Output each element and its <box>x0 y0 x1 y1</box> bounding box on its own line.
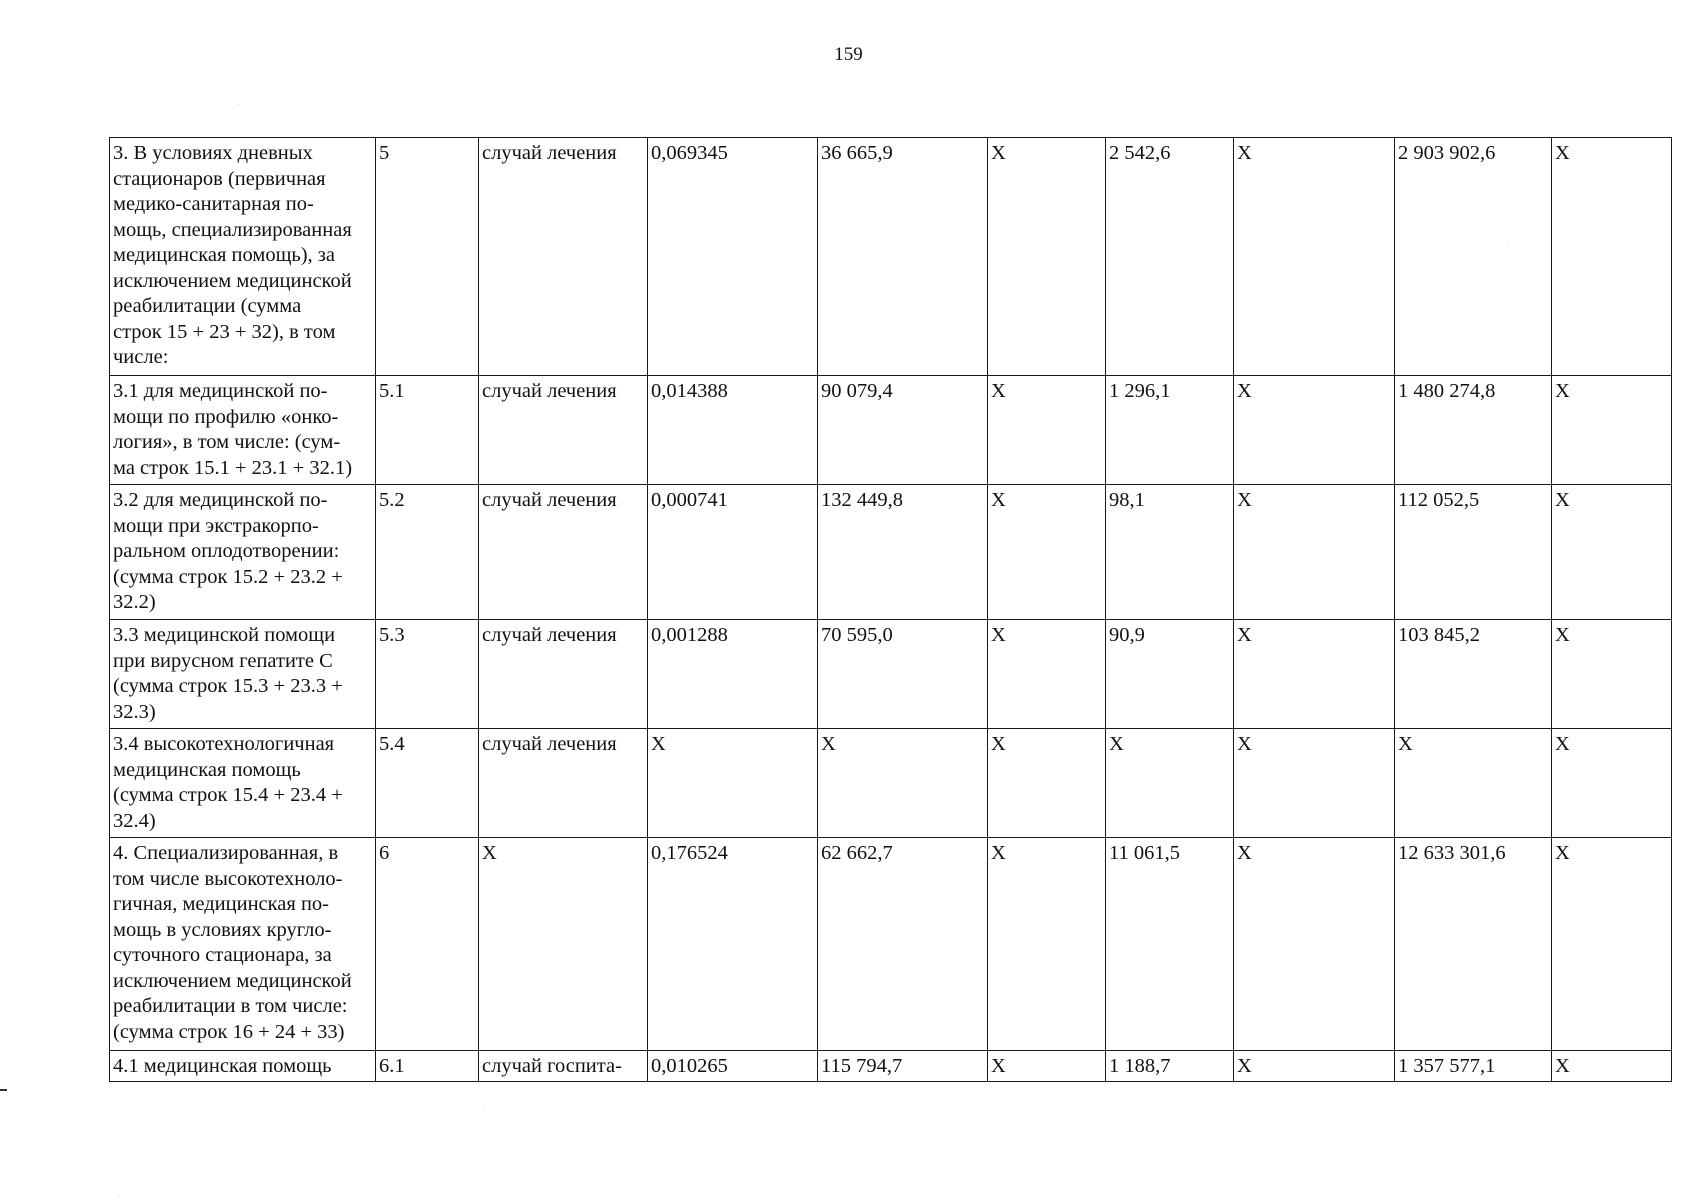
value-cell: 70 595,0 <box>818 620 988 729</box>
value-cell: 62 662,7 <box>818 838 988 1051</box>
scan-speck <box>1507 244 1508 245</box>
value-cell: X <box>1234 376 1395 485</box>
value-cell: 36 665,9 <box>818 138 988 376</box>
value-cell: 90 079,4 <box>818 376 988 485</box>
value-cell: X <box>1552 138 1672 376</box>
value-cell: X <box>988 376 1106 485</box>
scan-speck <box>484 1108 485 1109</box>
value-cell: 132 449,8 <box>818 485 988 620</box>
table-row <box>110 376 1672 485</box>
row-name-cell: 3.4 высокотехнологичная медицинская помощь (сумма строк 15.4 + 23.4 + 32.4) <box>110 729 376 838</box>
unit-cell: случай госпита- <box>479 1051 648 1082</box>
row-number-cell: 5.3 <box>376 620 479 729</box>
row-number-cell: 5.2 <box>376 485 479 620</box>
value-cell: X <box>1234 138 1395 376</box>
row-name-cell: 3. В условиях дневных стационаров (первичная медико-санитарная по- мощь, специализированная медицинская помощь), за исключением медицинской реабилитации (сумма строк 15 + 23 + 32), в том числе: <box>110 138 376 376</box>
value-cell: X <box>1106 729 1234 838</box>
row-number-cell: 5.4 <box>376 729 479 838</box>
value-cell: 2 903 902,6 <box>1395 138 1552 376</box>
row-name-cell: 3.3 медицинской помощи при вирусном гепатите С (сумма строк 15.3 + 23.3 + 32.3) <box>110 620 376 729</box>
value-cell: X <box>1552 620 1672 729</box>
scan-speck <box>118 1196 119 1197</box>
value-cell: X <box>818 729 988 838</box>
value-cell: X <box>1552 376 1672 485</box>
value-cell: 0,014388 <box>648 376 818 485</box>
value-cell: X <box>648 729 818 838</box>
value-cell: 98,1 <box>1106 485 1234 620</box>
value-cell: X <box>1552 1051 1672 1082</box>
value-cell: 112 052,5 <box>1395 485 1552 620</box>
unit-cell: случай лечения <box>479 729 648 838</box>
value-cell: X <box>1395 729 1552 838</box>
table-row <box>110 838 1672 1051</box>
value-cell: X <box>988 620 1106 729</box>
unit-cell: случай лечения <box>479 138 648 376</box>
value-cell: X <box>988 838 1106 1051</box>
value-cell: X <box>988 138 1106 376</box>
value-cell: X <box>1552 729 1672 838</box>
table-row <box>110 1051 1672 1082</box>
data-table <box>109 137 1672 1082</box>
row-name-cell: 3.1 для медицинской по- мощи по профилю «онко- логия», в том числе: (сум- ма строк 15.1 + 23.1 + 32.1) <box>110 376 376 485</box>
value-cell: 115 794,7 <box>818 1051 988 1082</box>
scan-edge-mark <box>0 1089 7 1091</box>
table-row <box>110 485 1672 620</box>
value-cell: 11 061,5 <box>1106 838 1234 1051</box>
value-cell: X <box>1234 729 1395 838</box>
value-cell: 0,010265 <box>648 1051 818 1082</box>
row-name-cell: 4.1 медицинская помощь <box>110 1051 376 1082</box>
unit-cell: случай лечения <box>479 620 648 729</box>
table-row <box>110 138 1672 376</box>
value-cell: 0,001288 <box>648 620 818 729</box>
row-number-cell: 6.1 <box>376 1051 479 1082</box>
unit-cell: случай лечения <box>479 485 648 620</box>
row-name-cell: 4. Специализированная, в том числе высокотехноло- гичная, медицинская по- мощь в условиях кругло- суточного стационара, за исключением медицинской реабилитации в том числе: (сумма строк 16 + 24 + 33) <box>110 838 376 1051</box>
value-cell: 0,176524 <box>648 838 818 1051</box>
table-row <box>110 729 1672 838</box>
scan-speck <box>237 104 238 105</box>
value-cell: 0,069345 <box>648 138 818 376</box>
row-number-cell: 5 <box>376 138 479 376</box>
value-cell: X <box>1234 485 1395 620</box>
value-cell: X <box>1552 485 1672 620</box>
value-cell: 103 845,2 <box>1395 620 1552 729</box>
value-cell: 1 296,1 <box>1106 376 1234 485</box>
value-cell: X <box>1234 1051 1395 1082</box>
value-cell: X <box>988 729 1106 838</box>
row-name-cell: 3.2 для медицинской по- мощи при экстракорпо- ральном оплодотворении: (сумма строк 15.2 + 23.2 + 32.2) <box>110 485 376 620</box>
value-cell: 0,000741 <box>648 485 818 620</box>
value-cell: X <box>988 485 1106 620</box>
unit-cell: случай лечения <box>479 376 648 485</box>
unit-cell: X <box>479 838 648 1051</box>
value-cell: X <box>988 1051 1106 1082</box>
value-cell: 2 542,6 <box>1106 138 1234 376</box>
value-cell: X <box>1552 838 1672 1051</box>
value-cell: X <box>1234 838 1395 1051</box>
value-cell: 90,9 <box>1106 620 1234 729</box>
value-cell: 12 633 301,6 <box>1395 838 1552 1051</box>
value-cell: 1 357 577,1 <box>1395 1051 1552 1082</box>
table-row <box>110 620 1672 729</box>
value-cell: 1 188,7 <box>1106 1051 1234 1082</box>
row-number-cell: 5.1 <box>376 376 479 485</box>
value-cell: X <box>1234 620 1395 729</box>
row-number-cell: 6 <box>376 838 479 1051</box>
value-cell: 1 480 274,8 <box>1395 376 1552 485</box>
page-number: 159 <box>834 44 863 65</box>
